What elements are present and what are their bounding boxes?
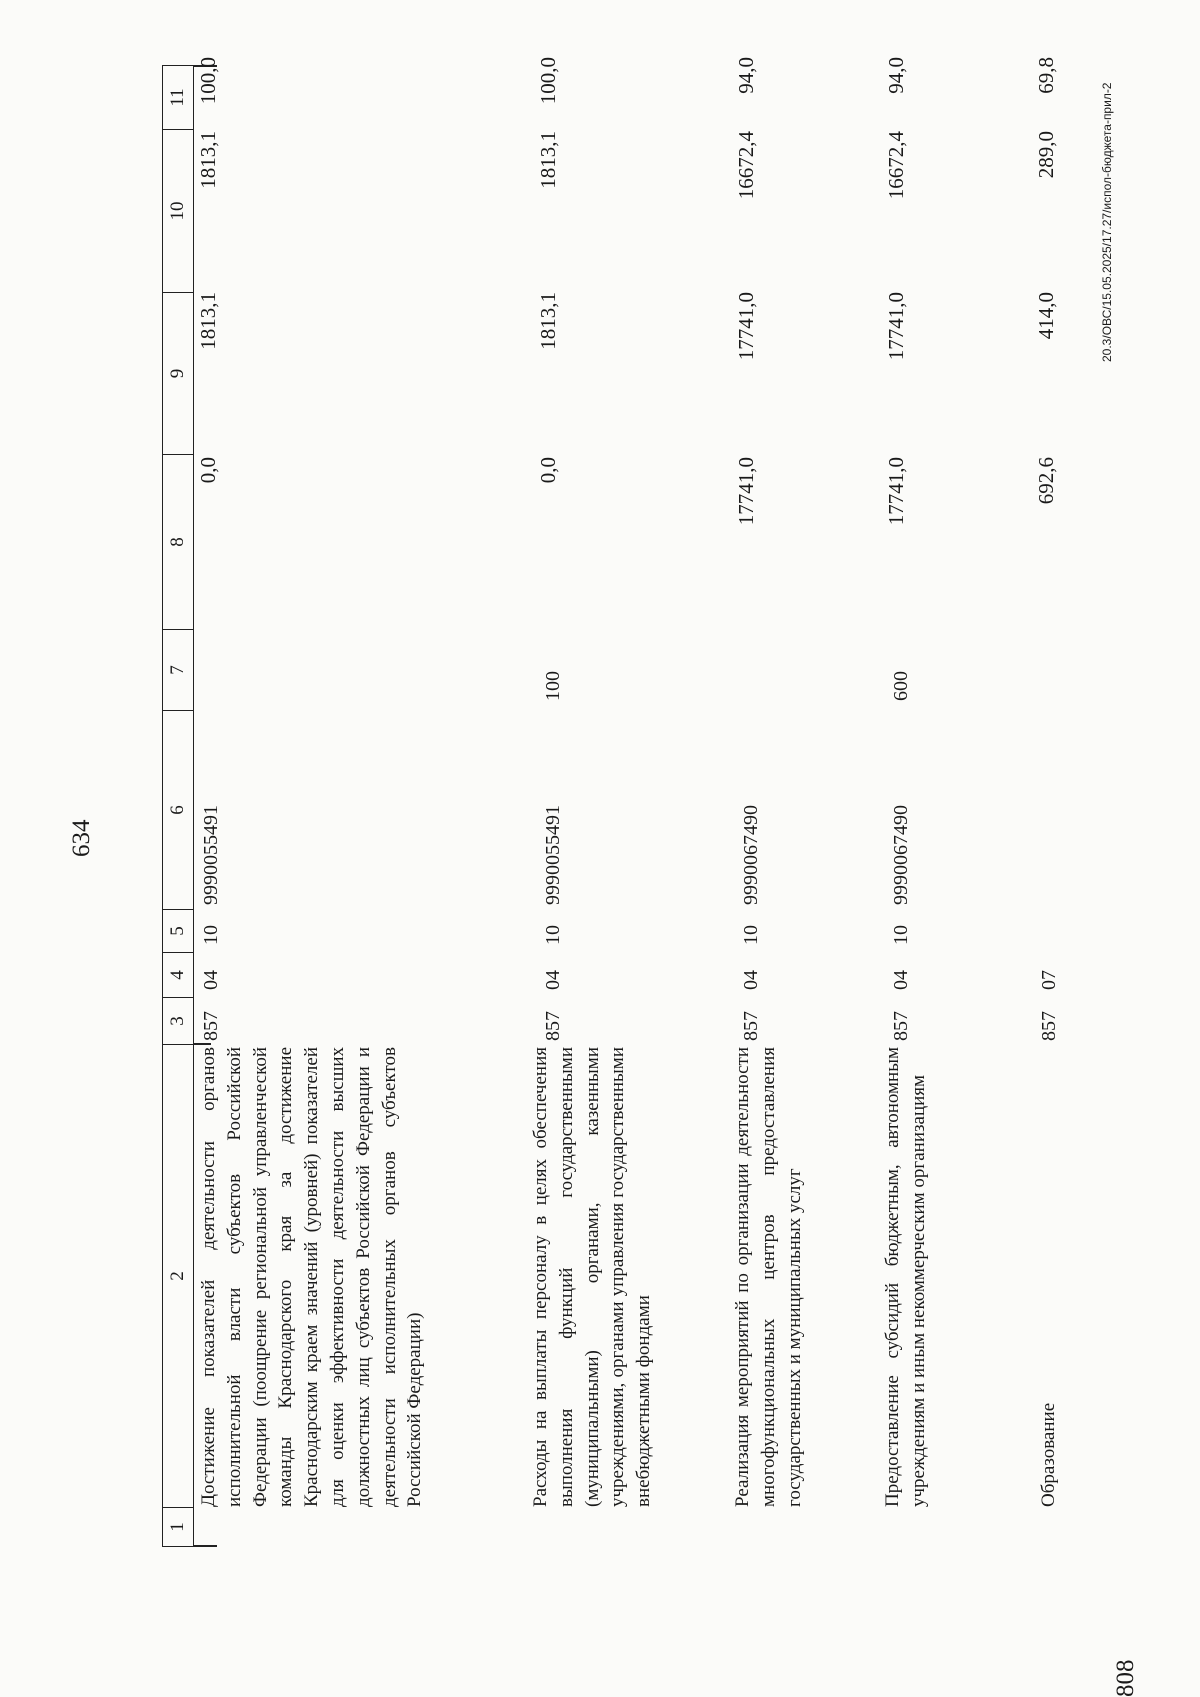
- header-col-8: 8: [162, 454, 194, 630]
- cell-col7: 100: [542, 671, 564, 701]
- header-col-10: 10: [162, 129, 194, 293]
- header-col-6: 6: [162, 710, 194, 910]
- cell-col5: 10: [740, 925, 762, 945]
- header-col-7: 7: [162, 629, 194, 711]
- header-col-3: 3: [162, 997, 194, 1045]
- row-description: Расходы на выплаты персоналу в целях обеспечения выполнения функций государственными (муниципальными) органами, казенными учреждениями, органами управления государственными внебюджетными фондами: [530, 1047, 655, 1507]
- document-code: 20.3/ОВС/15.05.2025/17.27/испол-бюджета-прил-2: [1100, 82, 1114, 362]
- cell-col5: 10: [200, 925, 222, 945]
- cell-col10: 1813,1: [536, 131, 560, 189]
- table-col-divider: [193, 1044, 211, 1046]
- cell-col3: 857: [542, 1011, 564, 1041]
- cell-col11: 69,8: [1034, 57, 1058, 94]
- cell-col11: 94,0: [734, 57, 758, 94]
- cell-col4: 04: [740, 970, 762, 990]
- cell-col8: 17741,0: [884, 457, 908, 526]
- cell-col6: 9990055491: [200, 805, 222, 905]
- cell-col6: 9990067490: [890, 805, 912, 905]
- sheet-number: 808: [1112, 1659, 1139, 1697]
- cell-col8: 0,0: [536, 457, 560, 484]
- page-number: 634: [68, 819, 95, 857]
- cell-col7: 600: [890, 671, 912, 701]
- header-col-4: 4: [162, 952, 194, 998]
- cell-col3: 857: [200, 1011, 222, 1041]
- cell-col9: 17741,0: [884, 292, 908, 361]
- table-left-border: [193, 1546, 217, 1548]
- cell-col4: 04: [890, 970, 912, 990]
- cell-col9: 1813,1: [196, 292, 220, 350]
- cell-col10: 16672,4: [884, 131, 908, 200]
- cell-col8: 0,0: [196, 457, 220, 484]
- cell-col3: 857: [1038, 1011, 1060, 1041]
- cell-col9: 1813,1: [536, 292, 560, 350]
- row-description: Реализация мероприятий по организации деятельности многофункциональных центров предоставления государственных и муниципальных услуг: [732, 1047, 805, 1507]
- cell-col8: 17741,0: [734, 457, 758, 526]
- row-description: Предоставление субсидий бюджетным, автономным учреждениям и иным некоммерческим организациям: [882, 1047, 929, 1507]
- cell-col6: 9990055491: [542, 805, 564, 905]
- header-col-5: 5: [162, 909, 194, 953]
- cell-col5: 10: [890, 925, 912, 945]
- cell-col5: 10: [542, 925, 564, 945]
- cell-col10: 1813,1: [196, 131, 220, 189]
- cell-col10: 289,0: [1034, 131, 1058, 179]
- cell-col9: 414,0: [1034, 292, 1058, 340]
- header-col-9: 9: [162, 292, 194, 455]
- cell-col4: 07: [1038, 970, 1060, 990]
- header-col-2: 2: [162, 1044, 194, 1508]
- header-col-11: 11: [162, 65, 194, 130]
- cell-col4: 04: [542, 970, 564, 990]
- cell-col3: 857: [890, 1011, 912, 1041]
- row-description: Образование: [1038, 1402, 1059, 1507]
- cell-col11: 94,0: [884, 57, 908, 94]
- cell-col6: 9990067490: [740, 805, 762, 905]
- cell-col4: 04: [200, 970, 222, 990]
- cell-col8: 692,6: [1034, 457, 1058, 505]
- cell-col9: 17741,0: [734, 292, 758, 361]
- cell-col11: 100,0: [196, 57, 220, 105]
- row-description: Достижение показателей деятельности органов исполнительной власти субъектов Российской Федерации (поощрение региональной управленческой команды Краснодарского края за достижение Краснодарским краем значений (уровней) показателей для оценки эффективности деятельности высших должностных лиц субъектов Российской Федерации и деятельности исполнительных органов субъектов Российской Федерации): [198, 1047, 426, 1507]
- cell-col10: 16672,4: [734, 131, 758, 200]
- cell-col11: 100,0: [536, 57, 560, 105]
- header-col-1: 1: [162, 1507, 194, 1547]
- cell-col3: 857: [740, 1011, 762, 1041]
